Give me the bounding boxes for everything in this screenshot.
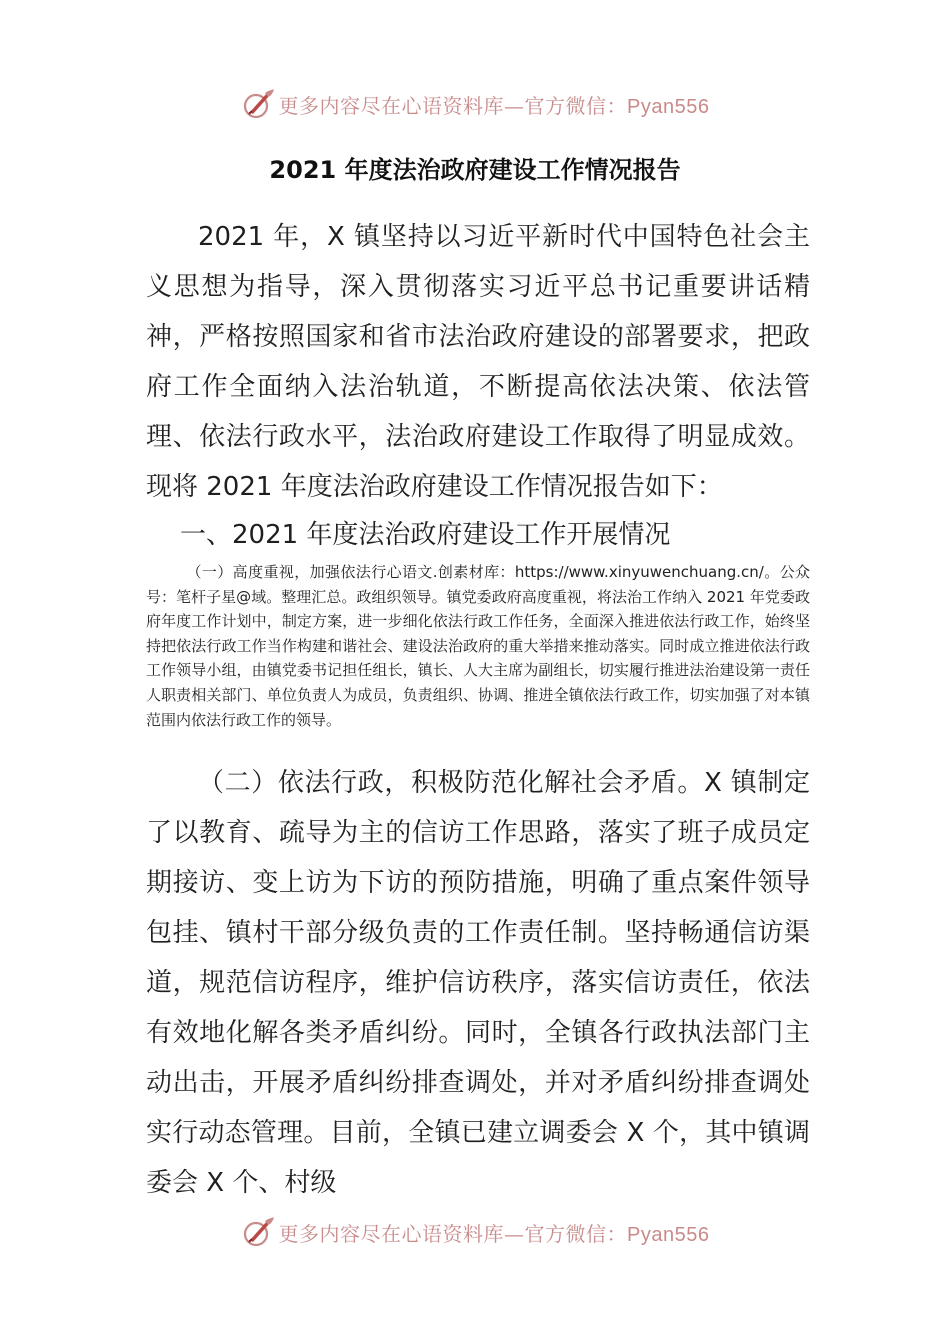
watermark-text: 更多内容尽在心语资料库—官方微信：Pyan556 [278,1221,710,1246]
quill-logo-icon [241,87,275,121]
section-heading: 一、2021 年度法治政府建设工作开展情况 [180,520,671,550]
watermark-wechat-id: Pyan556 [627,95,710,118]
watermark-wechat-id: Pyan556 [627,1223,710,1246]
subsection-2-paragraph: （二）依法行政，积极防范化解社会矛盾。X 镇制定了以教育、疏导为主的信访工作思路，落实了班子成员定期接访、变上访为下访的预防措施，明确了重点案件领导包挂、镇村干部分级负责的工作责任制。坚持畅通信访渠道，规范信访程序，维护信访秩序，落实信访责任，依法有效地化解各类矛盾纠纷。同时，全镇各行政执法部门主动出击，开展矛盾纠纷排查调处，并对矛盾纠纷排查调处实行动态管理。目前，全镇已建立调委会 X 个，其中镇调委会 X 个、村级 [146,768,810,1198]
document-title: 2021 年度法治政府建设工作情况报告 [269,156,681,184]
quill-logo-icon [241,1215,275,1249]
watermark-footer [0,1210,950,1254]
watermark-header [0,82,950,126]
watermark-text: 更多内容尽在心语资料库—官方微信：Pyan556 [278,93,710,118]
intro-paragraph: 2021 年，X 镇坚持以习近平新时代中国特色社会主义思想为指导，深入贯彻落实习近平总书记重要讲话精神，严格按照国家和省市法治政府建设的部署要求，把政府工作全面纳入法治轨道，不断提高依法决策、依法管理、依法行政水平，法治政府建设工作取得了明显成效。现将 2021 年度法治政府建设工作情况报告如下： [146,222,810,502]
subsection-1-paragraph: （一）高度重视，加强依法行心语文.创素材库：https://www.xinyuwenchuang.cn/。公众号：笔杆子星@域。整理汇总。政组织领导。镇党委政府高度重视，将法治工作纳入 2021 年党委政府年度工作计划中，制定方案，进一步细化依法行政工作任务，全面深入推进依法行政工作，始终坚持把依法行政工作当作构建和谐社会、建设法治政府的重大举措来推动落实。同时成立推进依法行政工作领导小组，由镇党委书记担任组长，镇长、人大主席为副组长，切实履行推进法治建设第一责任人职责相关部门、单位负责人为成员，负责组织、协调、推进全镇依法行政工作，切实加强了对本镇范围内依法行政工作的领导。 [146,563,810,729]
